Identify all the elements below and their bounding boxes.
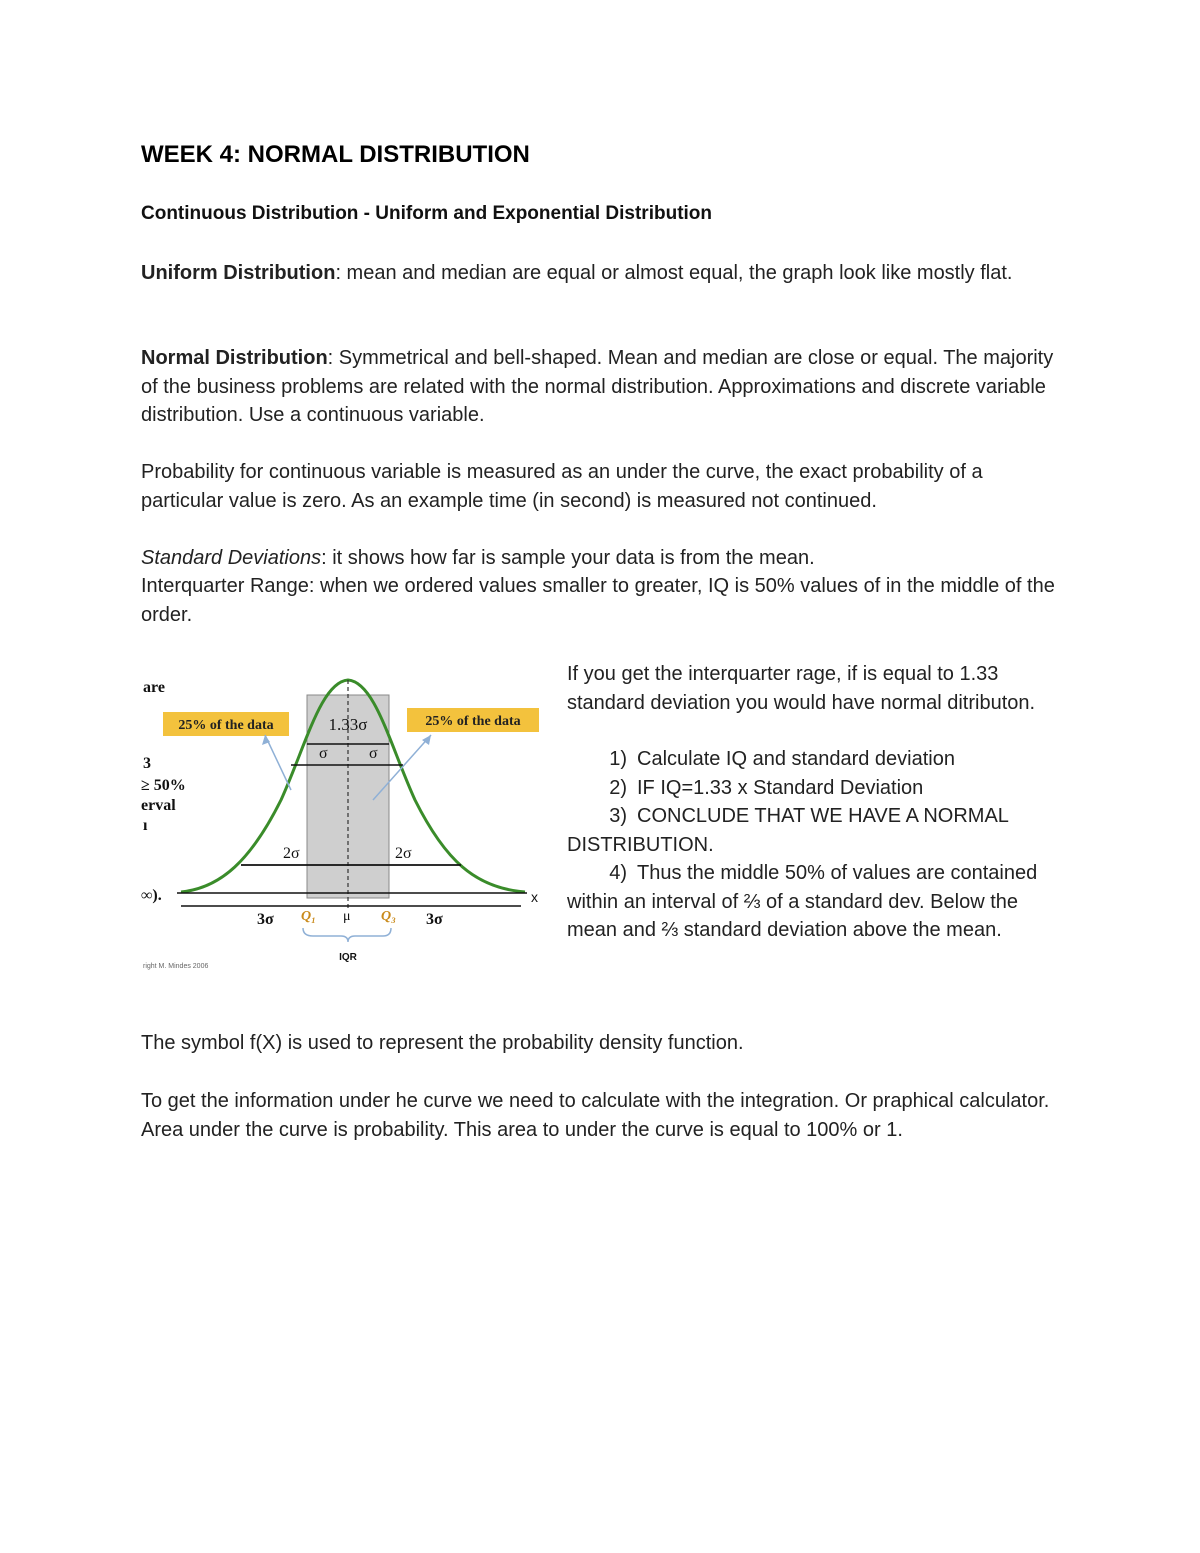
list-text: Thus the middle 50% of values are contained within an interval of ⅔ of a standard dev. Below the mean and ⅔ standard deviation above the mean. bbox=[567, 862, 1038, 941]
std-text: : it shows how far is sample your data is from the mean. bbox=[321, 547, 815, 569]
fragment-text: 3 bbox=[143, 755, 151, 772]
three-sigma-label-left: 3σ bbox=[257, 911, 274, 928]
x-axis-label: x bbox=[531, 889, 538, 905]
fragment-text: erval bbox=[141, 797, 176, 814]
iqr-brace bbox=[303, 928, 391, 942]
side-column bbox=[567, 660, 1067, 945]
iqr-sigma-label: 1.33σ bbox=[328, 715, 368, 734]
fragment-text: ≥ 50% bbox=[141, 777, 186, 794]
normal-distribution-figure bbox=[141, 660, 551, 980]
list-item bbox=[567, 774, 1067, 803]
iqr-paragraph: Interquarter Range: when we ordered values smaller to greater, IQ is 50% values of in the middle of the order. bbox=[141, 575, 1055, 626]
two-sigma-label-right: 2σ bbox=[395, 845, 412, 862]
uniform-text: : mean and median are equal or almost equal, the graph look like mostly flat. bbox=[335, 262, 1013, 284]
q3-label: Q₃ bbox=[381, 909, 396, 924]
normal-term: Normal Distribution bbox=[141, 347, 328, 369]
fragment-text: ı bbox=[143, 817, 148, 834]
left-arrow bbox=[265, 735, 291, 790]
list-text: CONCLUDE THAT WE HAVE A NORMAL DISTRIBUTION. bbox=[567, 805, 1009, 856]
list-number: 1) bbox=[609, 748, 627, 770]
normal-paragraph bbox=[141, 344, 1061, 430]
curve-paragraph: To get the information under he curve we need to calculate with the integration. Or praphical calculator. Area under the curve is probability. This area to under the curve is equal to 100% or 1. bbox=[141, 1090, 1050, 1141]
section-subtitle: Continuous Distribution - Uniform and Exponential Distribution bbox=[141, 203, 713, 224]
page-title: WEEK 4: NORMAL DISTRIBUTION bbox=[141, 141, 530, 168]
list-number: 2) bbox=[609, 776, 627, 799]
side-intro: If you get the interquarter rage, if is equal to 1.33 standard deviation you would have normal ditributon. bbox=[567, 663, 1036, 714]
normal-text: : Symmetrical and bell-shaped. Mean and median are close or equal. The majority of the business problems are related with the normal distribution. Approximations and discrete variable distribution. Use a continuous variable. bbox=[141, 347, 1054, 426]
three-sigma-label-right: 3σ bbox=[426, 911, 443, 928]
list-item bbox=[567, 745, 1067, 774]
list-text: Calculate IQ and standard deviation bbox=[637, 748, 955, 770]
list-number: 3) bbox=[609, 805, 627, 827]
probability-paragraph: Probability for continuous variable is measured as an under the curve, the exact probability of a particular value is zero. As an example time (in second) is measured not continued. bbox=[141, 461, 983, 512]
iqr-label: IQR bbox=[339, 952, 357, 963]
uniform-paragraph bbox=[141, 259, 1061, 288]
fragment-text: ∞). bbox=[141, 887, 162, 904]
two-sigma-label-left: 2σ bbox=[283, 845, 300, 862]
std-term: Standard Deviations bbox=[141, 547, 322, 569]
steps-list bbox=[567, 745, 1067, 945]
std-paragraph bbox=[141, 544, 1061, 573]
uniform-term: Uniform Distribution bbox=[141, 262, 336, 284]
list-number: 4) bbox=[609, 862, 627, 884]
sigma-label-right: σ bbox=[369, 745, 378, 762]
list-item bbox=[567, 802, 1067, 859]
list-item bbox=[567, 859, 1067, 945]
sigma-label-left: σ bbox=[319, 745, 328, 762]
mu-label: μ bbox=[343, 909, 351, 924]
copyright-text: right M. Mindes 2006 bbox=[143, 963, 209, 970]
list-text: IF IQ=1.33 x Standard Deviation bbox=[637, 776, 924, 799]
q1-label: Q₁ bbox=[301, 909, 316, 924]
left-quarter-label: 25% of the data bbox=[178, 718, 274, 733]
fragment-text: are bbox=[143, 679, 165, 696]
symbol-paragraph: The symbol f(X) is used to represent the probability density function. bbox=[141, 1032, 744, 1054]
right-quarter-label: 25% of the data bbox=[425, 714, 521, 729]
